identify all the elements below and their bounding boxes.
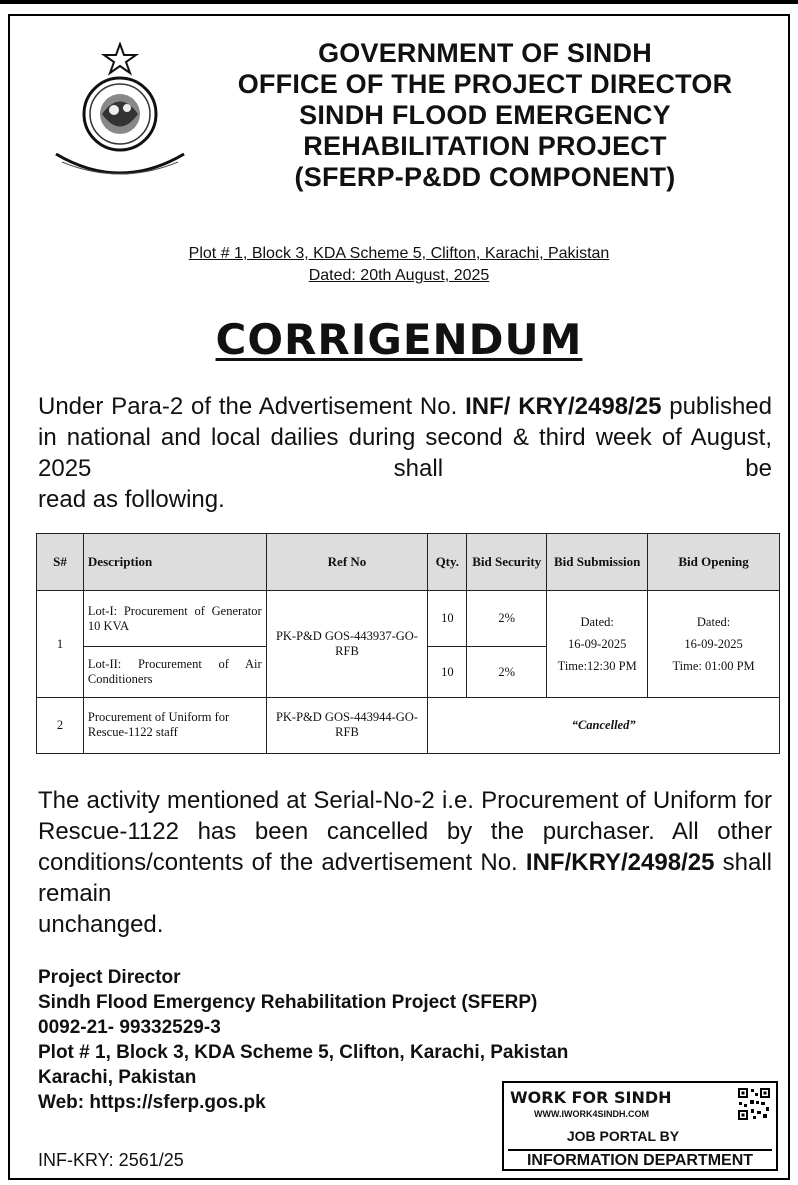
top-rule (0, 0, 798, 4)
table-header-row (37, 534, 780, 591)
body-tail: shall remain (38, 849, 772, 907)
notice-date (0, 266, 798, 286)
opening-date: 16-09-2025 (684, 637, 743, 651)
row1-ref: PK-P&D GOS-443937-GO-RFB (266, 591, 428, 698)
qr-code-icon (737, 1087, 771, 1121)
intro-tail: published in national and local dailies during second & third week of August, 2025 shall be (38, 393, 772, 482)
intro-paragraph (38, 391, 772, 515)
col-opening: Bid Opening (648, 534, 780, 591)
row1-lot1: Lot-I: Procurement of Generator 10 KVA (83, 591, 266, 647)
office-address (0, 244, 798, 264)
submission-date: 16-09-2025 (568, 637, 627, 651)
col-sno: S# (37, 534, 84, 591)
submission-dated-label: Dated: (580, 615, 614, 629)
signature-block (38, 965, 568, 1115)
office-header (195, 38, 775, 193)
row1-lot2: Lot-II: Procurement of Air Conditioners (83, 647, 266, 698)
header-line-3: SINDH FLOOD EMERGENCY (299, 100, 671, 130)
signatory-phone: 0092-21- 99332529-3 (38, 1017, 221, 1038)
opening-dated-label: Dated: (696, 615, 731, 629)
badge-name (510, 1088, 672, 1107)
table-row (37, 591, 780, 647)
badge-portal: JOB PORTAL BY (566, 1128, 680, 1144)
row1-security1: 2% (467, 591, 547, 647)
notice-date-text: Dated: 20th August, 2025 (308, 267, 490, 284)
header-line-4: REHABILITATION PROJECT (303, 131, 667, 161)
col-security: Bid Security (467, 534, 547, 591)
body-paragraph (38, 785, 772, 940)
inf-reference: INF-KRY: 2561/25 (38, 1150, 184, 1170)
office-address-text: Plot # 1, Block 3, KDA Scheme 5, Clifton, Karachi, Pakistan (188, 245, 610, 262)
col-description: Description (83, 534, 266, 591)
col-submission: Bid Submission (547, 534, 648, 591)
intro-lead: Under Para-2 of the Advertisement No. (38, 393, 466, 420)
signatory-city: Karachi, Pakistan (38, 1067, 197, 1088)
sindh-government-seal (42, 42, 192, 192)
opening-time: Time: 01:00 PM (672, 659, 755, 673)
row2-sno: 2 (37, 697, 84, 753)
signatory-address: Plot # 1, Block 3, KDA Scheme 5, Clifton, Karachi, Pakistan (38, 1042, 569, 1063)
work-for-sindh-badge (502, 1081, 778, 1171)
header-line-2: OFFICE OF THE PROJECT DIRECTOR (237, 69, 733, 99)
body-adv-no: INF/KRY/2498/25 (525, 849, 715, 876)
signatory-project: Sindh Flood Emergency Rehabilitation Project (SFERP) (38, 992, 538, 1013)
body-lead: The activity mentioned at Serial-No-2 i.e. Procurement of Uniform for Rescue-1122 has been cancelled by the purchaser. All other conditions/contents of the advertisement No. (38, 787, 772, 876)
intro-adv-no: INF/ KRY/2498/25 (465, 393, 662, 420)
notice-title-text: CORRIGENDUM (215, 315, 583, 364)
row2-ref: PK-P&D GOS-443944-GO-RFB (266, 697, 428, 753)
intro-last-line: read as following. (38, 486, 225, 513)
table-row (37, 697, 780, 753)
header-line-5: (SFERP-P&DD COMPONENT) (294, 162, 676, 192)
signatory-title: Project Director (38, 967, 181, 988)
row2-status: “Cancelled” (428, 697, 780, 753)
row1-security2: 2% (467, 647, 547, 698)
badge-department: INFORMATION DEPARTMENT (508, 1149, 772, 1170)
col-qty: Qty. (428, 534, 467, 591)
row1-qty1: 10 (428, 591, 467, 647)
header-line-1: GOVERNMENT OF SINDH (318, 38, 652, 68)
row2-description: Procurement of Uniform for Rescue-1122 staff (83, 697, 266, 753)
row1-sno: 1 (37, 591, 84, 698)
notice-title (0, 315, 798, 364)
body-last-line: unchanged. (38, 911, 164, 938)
row1-submission (547, 591, 648, 698)
row1-qty2: 10 (428, 647, 467, 698)
submission-time: Time:12:30 PM (557, 659, 637, 673)
signatory-web: Web: https://sferp.gos.pk (38, 1092, 266, 1113)
row1-opening (648, 591, 780, 698)
bid-schedule-table (36, 533, 780, 754)
badge-name-text: WORK FOR SINDH (510, 1088, 672, 1107)
badge-url: WWW.IWORK4SINDH.COM (534, 1109, 649, 1119)
col-ref: Ref No (266, 534, 428, 591)
